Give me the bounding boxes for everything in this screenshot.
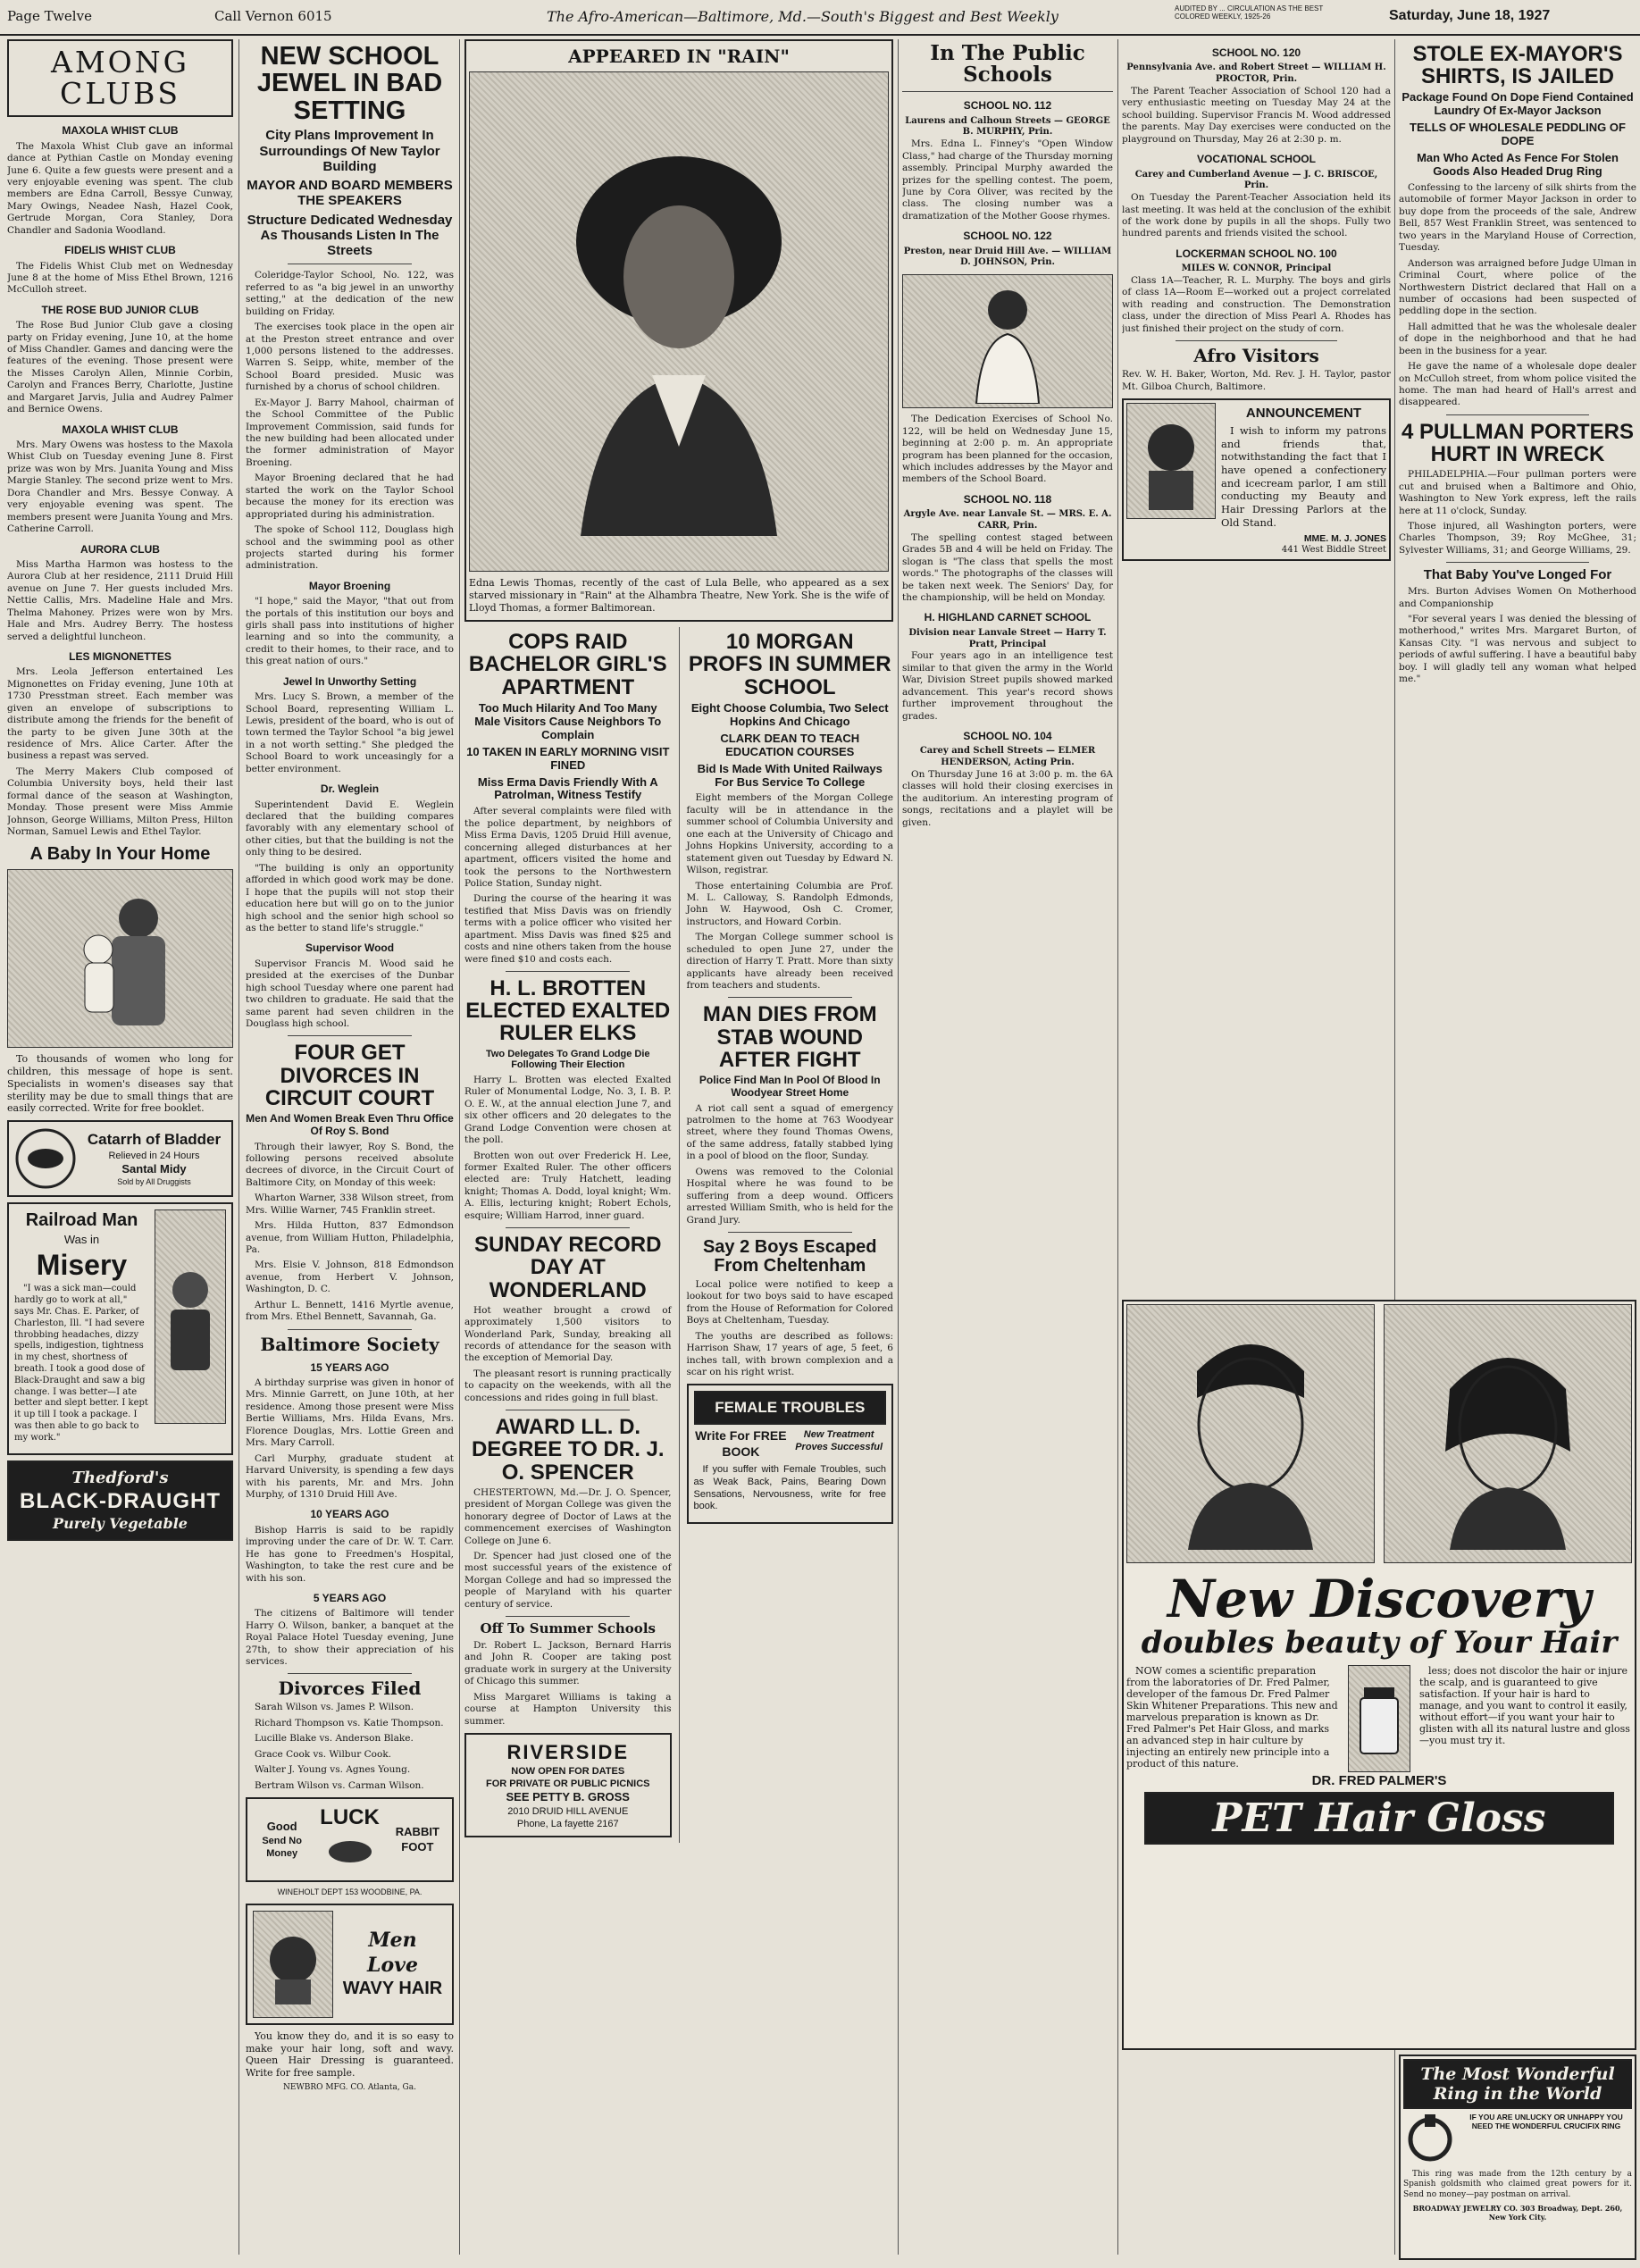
black-draught-ad [7, 1202, 233, 1454]
item-heading: SCHOOL NO. 112 [963, 99, 1052, 113]
railroad-title: Railroad Man [25, 1210, 138, 1231]
pet-name: DR. FRED PALMER'S [1311, 1773, 1447, 1789]
story-paragraph: Through their lawyer, Roy S. Bond, the following persons received absolute decrees of divorce, in the Circuit Court of Baltimore City, on Monday of this week: [246, 1141, 454, 1188]
column-school-jewel [246, 39, 454, 2268]
item-subheading: Preston, near Druid Hill Ave. — WILLIAM D. JOHNSON, Prin. [903, 246, 1112, 268]
riverside-line5: Phone, La fayette 2167 [516, 1818, 619, 1829]
item-heading: AURORA CLUB [80, 542, 160, 556]
railroad-big: Misery [36, 1249, 128, 1282]
story-paragraph: "The building is only an opportunity afforded in which good work may be done. I hope that the pupils will not stop their education here but will go on to the junior high school and the senior high school so as the better to stand life's struggle." [246, 862, 454, 933]
schools-list [902, 99, 1113, 829]
mother-child-illustration [54, 878, 188, 1039]
story-morgan [687, 792, 894, 992]
separator [728, 997, 852, 998]
item-text: On Tuesday the Parent-Teacher Association held its last meeting. It was held at the conclusion of the exhibit of the work done by pupils in all the shops. Fully two hundred parents and friends visited the school. [1122, 192, 1391, 239]
subhead-15-years: 15 YEARS AGO [310, 1360, 389, 1374]
separator [506, 1616, 630, 1617]
man-portrait-drawing [1126, 1304, 1375, 1563]
separator [728, 1232, 852, 1233]
rabbit-foot-icon [323, 1832, 377, 1871]
pet-brand: PET Hair Gloss [1144, 1792, 1614, 1845]
story-paragraph: Anderson was arraigned before Judge Ulman in Criminal Court, where police of the Northwestern District declared that Hall on a number of occasions had been suspected of peddling dope in the section. [1399, 257, 1636, 317]
item-heading: THE ROSE BUD JUNIOR CLUB [41, 303, 199, 316]
story-paragraph: Sarah Wilson vs. James P. Wilson. [255, 1702, 414, 1713]
story-paragraph: Mrs. Burton Advises Women On Motherhood and Companionship [1399, 586, 1636, 609]
club-items [7, 124, 233, 838]
headline-cheltenham: Say 2 Boys Escaped From Cheltenham [702, 1236, 877, 1276]
headline-baby: That Baby You've Longed For [1423, 567, 1612, 583]
item-subheading: Carey and Cumberland Avenue — J. C. BRISCOE, Prin. [1134, 169, 1378, 191]
deck-school-jewel: City Plans Improvement In Surroundings Of New Taylor Building [259, 128, 440, 174]
deck-erma-davis: Miss Erma Davis Friendly With A Patrolman, Witness Testify [477, 774, 658, 802]
ring-icon [1403, 2113, 1457, 2166]
story-paragraph: Wharton Warner, 338 Wilson street, from Mrs. Willie Warner, 745 Franklin street. [246, 1193, 454, 1216]
santal-note: Sold by All Druggists [117, 1176, 191, 1186]
woman-portrait-photo [545, 107, 813, 536]
luck-line: Send No Money [262, 1835, 302, 1859]
page-header [0, 0, 1640, 36]
story-cops-raid [464, 806, 672, 966]
girl-drawing [902, 274, 1113, 408]
story-wonderland [464, 1305, 672, 1405]
separator [288, 1035, 413, 1036]
phone-number: Call Vernon 6015 [214, 8, 332, 24]
baby-photo [7, 869, 233, 1048]
story-summer-schools [464, 1640, 672, 1728]
story-paragraph: He gave the name of a wholesale dope dealer on McCulloh street, from whom police visited the home. The man had heard of Hall's arrest and disappeared. [1399, 361, 1636, 408]
story-paragraph: Owens was removed to the Colonial Hospital where he was found to be suffering from a deep wound. Officers arrested William Smith, who is held for the Grand Jury. [686, 1166, 893, 1226]
item-heading: H. HIGHLAND CARNET SCHOOL [924, 611, 1092, 624]
riverside-line3: SEE PETTY B. GROSS [506, 1790, 630, 1804]
story-10-years [246, 1525, 454, 1585]
female-left: Write For FREE BOOK [695, 1428, 787, 1460]
item-heading: VOCATIONAL SCHOOL [1197, 153, 1316, 166]
deck-mayor-board: MAYOR AND BOARD MEMBERS THE SPEAKERS [247, 178, 453, 209]
photo-feature [464, 39, 893, 622]
deck-morgan: Eight Choose Columbia, Two Select Hopkins And Chicago [690, 700, 889, 728]
item-heading: LES MIGNONETTES [69, 649, 172, 663]
story-baby [1399, 586, 1636, 686]
headline-divorces-filed: Divorces Filed [278, 1678, 422, 1700]
ring-text: This ring was made from the 12th century by a Spanish goldsmith who claimed great powers for it. Send no money—pay postman on arrival. [1403, 2170, 1632, 2199]
item-heading: SCHOOL NO. 118 [963, 492, 1052, 506]
headline-school-jewel: NEW SCHOOL JEWEL IN BAD SETTING [256, 42, 443, 125]
story-paragraph: Lucille Blake vs. Anderson Blake. [255, 1733, 414, 1745]
subhead-5-years: 5 YEARS AGO [313, 1591, 387, 1604]
story-paragraph: During the course of the hearing it was testified that Miss Davis was on friendly terms with a police officer who visited her apartment. Miss Davis was fined $25 and costs and nine others taken from the house were fined $10 and costs each. [464, 893, 672, 965]
story-paragraph: Carl Murphy, graduate student at Harvard University, is spending a few days with his parents, Mr. and Mrs. John Murphy, of 1310 Druid Hill Ave. [246, 1452, 454, 1500]
woman-portrait-photo [1135, 412, 1207, 510]
column-center [464, 39, 893, 2268]
item-heading: SCHOOL NO. 122 [963, 230, 1052, 243]
wavy-hair-ad [246, 1904, 454, 2025]
man-portrait-illustration [163, 1263, 217, 1370]
column-rule [1117, 39, 1118, 2255]
story-paragraph: The citizens of Baltimore will tender Harry O. Wilson, banker, a banquet at the Royal Palace Hotel Tuesday evening, June 27th, to show their appreciation of his services. [246, 1608, 454, 1668]
ring-sub: IF YOU ARE UNLUCKY OR UNHAPPY YOU NEED THE WONDERFUL CRUCIFIX RING [1469, 2113, 1623, 2130]
item-subheading: MILES W. CONNOR, Principal [1181, 264, 1332, 274]
crucifix-ring-ad [1399, 2055, 1636, 2260]
wavy-hair-photo [253, 1911, 333, 2018]
section-title: AMONG CLUBS [51, 45, 189, 111]
baby-headline: A Baby In Your Home [29, 844, 211, 865]
story-paragraph: Ex-Mayor J. Barry Mahool, chairman of the School Committee of the Public Improvement Commission, said funds for the new building had been allocated under the former administration of Mayor Broening. [246, 397, 454, 468]
separator [288, 1329, 413, 1330]
separator [1446, 414, 1589, 415]
woman-portrait-illustration [1418, 1318, 1597, 1550]
hair-gloss-jar-icon [1357, 1678, 1402, 1759]
story-stab-wound [687, 1103, 894, 1226]
item-text: Mrs. Edna L. Finney's "Open Window Class," had charge of the Thursday morning assembly. Principal Murphy awarded the prizes for the spelling contest. The poem, June by Cora Oliver, was recited by the class. The closing number was a dramatization of the Mother Goose rhymes. [902, 138, 1113, 222]
story-paragraph: Mayor Broening declared that he had started the work on the Taylor School because the money for its erection was appropriated during his administration. [246, 473, 454, 520]
brand-bottom: Purely Vegetable [53, 1515, 188, 1533]
separator [506, 971, 630, 972]
story-paragraph: Bertram Wilson vs. Carman Wilson. [255, 1779, 424, 1791]
item-text: Miss Martha Harmon was hostess to the Aurora Club at her residence, 2111 Druid Hill avenue on June 7. Her guests included Mrs. Nettie Callis, Mrs. Madeline Hale and Mrs. Thelma Mahoney. Prizes were won by Mrs. Hale and Mrs. Audrey Berry. The hostess served a delightful luncheon. [7, 558, 233, 642]
subhead-jewel: Jewel In Unworthy Setting [282, 674, 417, 688]
story-paragraph: The youths are described as follows: Harrison Shaw, 17 years of age, 5 feet, 6 inches tall, with brown complexion and a scar on his right wrist. [686, 1330, 893, 1378]
item-text: Class 1A—Teacher, R. L. Murphy. The boys and girls of class 1A—Room E—worked out a project correlated with reading and construction. The Demonstration class, under the direction of Miss Pearl A. Rhodes has just finished their project on the study of corn. [1122, 275, 1391, 334]
story-15-years [246, 1377, 454, 1501]
subhead-mayor: Mayor Broening [308, 579, 391, 592]
column-clubs [7, 39, 233, 2268]
item-text: The Parent Teacher Association of School 120 had a very enthusiastic meeting on Tuesday May 24 at the school building. Supervisor Francis M. Wood addressed the parents. May Day exercises were conducted on the playground on Thursday, May 26 at 2:30 p. m. [1122, 85, 1391, 145]
separator [288, 1673, 413, 1674]
story-paragraph: Coleridge-Taylor School, No. 122, was referred to as "a big jewel in an unworthy setting," at the dedication of the new building on Friday. [246, 270, 454, 317]
headline-divorces: FOUR GET DIVORCES IN CIRCUIT COURT [264, 1041, 435, 1110]
story-paragraph: The spoke of School 112, Douglass high school and the swimming pool as other projects started during his former administration. [246, 524, 454, 572]
deck-dope: TELLS OF WHOLESALE PEDDLING OF DOPE [1410, 121, 1626, 148]
headline-brotten: H. L. BROTTEN ELECTED EXALTED RULER ELKS [465, 976, 671, 1046]
story-paragraph: Miss Margaret Williams is taking a course at Hampton University this summer. [464, 1691, 672, 1727]
wavy-text: You know they do, and it is so easy to make your hair long, soft and wavy. Queen Hair Dressing is guaranteed. Write for free sample. [246, 2029, 454, 2080]
story-paragraph: A riot call sent a squad of emergency patrolmen to the home at 763 Woodyear street, where they found Thomas Owens, of the same address, fatally stabbed lying in a pool of blood on the floor, Sunday. [686, 1102, 893, 1162]
headline-stab-wound: MAN DIES FROM STAB WOUND AFTER FIGHT [702, 1002, 877, 1072]
railroad-subtitle: Was in [63, 1232, 100, 1246]
announcement-address: 441 West Biddle Street [1281, 545, 1386, 555]
ring-footer: BROADWAY JEWELRY CO. 303 Broadway, Dept. 260, New York City. [1412, 2203, 1623, 2222]
riverside-ad [464, 1733, 672, 1837]
story-paragraph: "I hope," said the Mayor, "that out from the portals of this institution our boys and girls shall pass into institutions of higher learning and so into the community, a credit to their homes, to their race, and to this great nation of ours." [246, 596, 454, 667]
item-text: The Merry Makers Club composed of Columbia University boys, held their last formal dance of the season at Washington, Monday. Those present were Miss Ammie Johnson, George Williams, Milton Press, Hilton Norman, Samuel Lewis and Ethel Taylor. [7, 766, 233, 837]
story-jewel [246, 691, 454, 775]
deck-bus-service: Bid Is Made With United Railways For Bus Service To College [697, 761, 883, 789]
item-heading: SCHOOL NO. 104 [963, 730, 1052, 743]
deck-ex-mayor: Package Found On Dope Fiend Contained Laundry Of Ex-Mayor Jackson [1402, 90, 1634, 118]
divorces-list [246, 1702, 454, 1792]
afro-visitors-title: Afro Visitors [1193, 345, 1319, 367]
deck-fence: Man Who Acted As Fence For Stolen Goods Also Headed Drug Ring [1417, 151, 1619, 179]
center-left [464, 627, 672, 1843]
item-subheading: Pennsylvania Ave. and Robert Street — WILLIAM H. PROCTOR, Prin. [1126, 63, 1386, 85]
deck-10-taken: 10 TAKEN IN EARLY MORNING VISIT FINED [466, 744, 670, 772]
item-subheading: Laurens and Calhoun Streets — GEORGE B. MURPHY, Prin. [905, 115, 1110, 138]
railroad-text: "I was a sick man—could hardly go to work at all," says Mr. Chas. E. Parker, of Charleston, Ill. "I had severe throbbing headaches, dizzy spells, indigestion, tightness in my chest, shortness of breath. I took a good dose of Black-Draught and saw a big change. I was better—I ate better and slept better. I kept it up till I took a package. I was then able to go back to my work." [14, 1284, 148, 1443]
story-paragraph: Arthur L. Bennett, 1416 Myrtle avenue, from Mrs. Ethel Bennett, Savannah, Ga. [246, 1299, 454, 1323]
headline-wonderland: SUNDAY RECORD DAY AT WONDERLAND [474, 1233, 662, 1302]
female-title: FEMALE TROUBLES [694, 1391, 887, 1425]
lucky-rabbit-foot-ad [246, 1797, 454, 1882]
public-schools-title: In The Public Schools [930, 41, 1085, 88]
story-spencer [464, 1487, 672, 1611]
story-paragraph: The Morgan College summer school is scheduled to open June 27, under the direction of Harry T. Pratt. More than sixty applicants have already been received from teachers and students. [686, 932, 893, 991]
item-text: The spelling contest staged between Grades 5B and 4 will be held on Friday. The slogan is "The class that spells the most words." The photographs of the classes will be taken next week. The Seniors' Day, for the championship, will be held on Monday. [902, 531, 1113, 604]
issue-date: Saturday, June 18, 1927 [1389, 8, 1551, 23]
wavy-line2: Love [367, 1953, 418, 1977]
announcement-sign: MME. M. J. JONES [1303, 532, 1386, 544]
item-subheading: Carey and Schell Streets — ELMER HENDERSON, Acting Prin. [919, 746, 1096, 768]
santal-capsule-icon [14, 1127, 77, 1190]
story-paragraph: Confessing to the larceny of silk shirts from the automobile of former Mayor Jackson in order to buy dope from the proceeds of the sale, Andrew Bell, 857 West Franklin Street, was sentenced to two years in the Maryland House of Correction, Tuesday. [1399, 182, 1636, 254]
story-paragraph: PHILADELPHIA.—Four pullman porters were cut and bruised when a Baltimore and Ohio, Washington to New York express, left the rails here at 11 o'clock, Sunday. [1399, 469, 1636, 516]
wavy-footer: NEWBRO MFG. CO. Atlanta, Ga. [283, 2082, 416, 2092]
column-public-schools [902, 39, 1113, 2268]
brand-main: BLACK-DRAUGHT [20, 1488, 221, 1513]
female-text: If you suffer with Female Troubles, such as Weak Back, Pains, Bearing Down Sensations, Nervousness, write for free book. [693, 1464, 886, 1512]
story-mayor [246, 596, 454, 668]
separator [1176, 340, 1337, 341]
luck-big: LUCK [320, 1805, 380, 1830]
story-paragraph: Superintendent David E. Weglein declared that the building compares favorably with any elementary school of other cities, but that the building is not the only thing to be desired. [246, 799, 454, 858]
item-heading: SCHOOL NO. 120 [1211, 46, 1301, 59]
story-paragraph: "For several years I was denied the blessing of motherhood," writes Mrs. Margaret Burton, of Kansas City. "I was nervous and subject to periods of awful suffering. I have a beautiful baby boy. I will gladly tell any woman what helped me." [1399, 613, 1636, 685]
female-right: New Treatment Proves Successful [795, 1429, 883, 1453]
story-paragraph: Walter J. Young vs. Agnes Young. [255, 1764, 411, 1776]
story-paragraph: Dr. Robert L. Jackson, Bernard Harris and John R. Cooper are taking post graduate work in surgery at the University of Chicago this summer. [464, 1639, 672, 1687]
deck-stab-wound: Police Find Man In Pool Of Blood In Woodyear Street Home [699, 1074, 881, 1099]
story-paragraph: After several complaints were filed with the police department, by neighbors of Miss Erma Davis, 1205 Druid Hill avenue, concerning alleged disturbances at her apartment, officers visited the home and took the persons to the Northwestern Police Station, Sunday night. [464, 806, 672, 889]
story-paragraph: Dr. Spencer had just closed one of the most successful years of the existence of Morgan College and had so impressed the people of Maryland with his quarter century of service. [464, 1550, 672, 1610]
afro-visitors-text: Rev. W. H. Baker, Worton, Md. Rev. J. H. Taylor, pastor Mt. Gilboa Church, Baltimore. [1122, 369, 1391, 392]
riverside-title: RIVERSIDE [506, 1740, 630, 1763]
story-paragraph: Those injured, all Washington porters, were Charles Thompson, 39; Roy McGhee, 31; Sylvester Williams, 31; and George Williams, 29. [1399, 521, 1636, 556]
item-text: The Rose Bud Junior Club gave a closing party on Friday evening, June 10, at the home of Miss Chandler. Games and dancing were the features of the evening. Those present were the Misses Carolyn Allen, Minnie Corbin, Carolyn and Frances Berry, Charlotte, Justine and Margaret Jarvis, Julia and Audrey Palmer and Bernice Owens. [7, 320, 233, 415]
story-wood [246, 958, 454, 1031]
headline-society: Baltimore Society [260, 1333, 439, 1355]
page-number: Page Twelve [7, 8, 92, 24]
story-paragraph: Local police were notified to keep a lookout for two boys said to have escaped from the House of Reformation for Colored Boys at Cheltenham, Tuesday. [686, 1278, 893, 1326]
black-draught-brand [7, 1460, 233, 1541]
announcement-title: ANNOUNCEMENT [1245, 406, 1362, 422]
item-subheading: Argyle Ave. near Lanvale St. — MRS. E. A. CARR, Prin. [903, 509, 1112, 531]
story-paragraph: Grace Cook vs. Wilbur Cook. [255, 1748, 392, 1760]
ring-title: The Most Wonderful Ring in the World [1403, 2059, 1632, 2109]
deck-brotten: Two Delegates To Grand Lodge Die Following Their Election [485, 1048, 650, 1071]
man-portrait-illustration [1161, 1318, 1340, 1550]
column-rule [898, 39, 899, 2255]
story-paragraph: A birthday surprise was given in honor of Mrs. Minnie Garrett, on June 10th, at her residence. Among those present were Miss Bertie Williams, Mrs. Hilda Evans, Mrs. Florence Douglas, Mrs. Lottie Green and Mrs. Mary Carroll. [246, 1377, 454, 1449]
column-rule [679, 627, 680, 1843]
story-school-jewel [246, 270, 454, 573]
item-heading: MAXOLA WHIST CLUB [62, 124, 179, 138]
headline-summer-schools: Off To Summer Schools [480, 1620, 656, 1637]
story-paragraph: Bishop Harris is said to be rapidly improving under the care of Dr. W. T. Carr. He has gone to Freedmen's Hospital, Washington, to take the rest cure and be with his son. [246, 1524, 454, 1584]
headline-ex-mayor: STOLE EX-MAYOR'S SHIRTS, IS JAILED [1412, 42, 1623, 89]
story-paragraph: Mrs. Lucy S. Brown, a member of the School Board, representing William L. Lewis, president of the board, who is out of town termed the Taylor School "a big jewel in a not worth setting." She pledged the School Board to work unceasingly for a better environment. [246, 691, 454, 774]
wavy-big: WAVY HAIR [342, 1979, 443, 1999]
item-text: On Thursday June 16 at 3:00 p. m. the 6A classes will hold their closing exercises in the auditorium. An interesting program of songs, recitations and a playlet will be given. [902, 768, 1113, 828]
headline-cops-raid: COPS RAID BACHELOR GIRL'S APARTMENT [468, 630, 667, 699]
headline-morgan-profs: 10 MORGAN PROFS IN SUMMER SCHOOL [688, 630, 891, 699]
story-paragraph: CHESTERTOWN, Md.—Dr. J. O. Spencer, president of Morgan College was given the honorary degree of Doctor of Laws at the commencement exercises of Washington College on June 6. [464, 1486, 672, 1546]
woman-portrait-drawing [1384, 1304, 1632, 1563]
pet-hair-gloss-ad [1122, 1300, 1636, 2050]
luck-right: RABBIT FOOT [395, 1825, 439, 1854]
riverside-line1: NOW OPEN FOR DATES [511, 1766, 625, 1778]
pet-subheadline: doubles beauty of Your Hair [1141, 1624, 1618, 1661]
item-subheading: Division near Lanvale Street — Harry T. Pratt, Principal [908, 627, 1107, 649]
story-cheltenham [687, 1279, 894, 1379]
story-paragraph: Harry L. Brotten was elected Exalted Ruler of Monumental Lodge, No. 3, I. B. P. O. E. W., at the annual election June 7, and six other officers and 20 delegates to the Grand Lodge Convention were chosen at the poll. [464, 1074, 672, 1146]
deck-dedicated: Structure Dedicated Wednesday As Thousands Listen In The Streets [247, 212, 453, 259]
center-columns [464, 627, 893, 1843]
pet-text-left: NOW comes a scientific preparation from the laboratories of Dr. Fred Palmer, developer of the famous Dr. Fred Palmer Skin Whitener Preparations. This new and marvelous preparation is known as Dr. Fred Palmer's Pet Hair Gloss, and marks an advanced step in hair culture by injecting an entirely new principle into a product of this nature. [1126, 1665, 1338, 1770]
photo-caption: Edna Lewis Thomas, recently of the cast of Lula Belle, who appeared as a sex starved missionary in "Rain" at the Alhambra Theatre, New York. She is the wife of Lloyd Thomas, a former Baltimorean. [469, 577, 889, 614]
circulation-note: AUDITED BY ... CIRCULATION AS THE BEST COLORED WEEKLY, 1925-26 [1175, 4, 1324, 21]
item-text: Mrs. Leola Jefferson entertained Les Mignonettes on Friday evening, June 10th at 1730 Presstman street. Each member was given an envelope of subscriptions to distribute among the friends for the benefit of the party to be given June 30th at the residence of Mrs. Alice Carter. After the business a repast was served. [7, 666, 233, 762]
deck-cops-raid: Too Much Hilarity And Too Many Male Visitors Cause Neighbors To Complain [474, 700, 662, 741]
deck-divorces: Men And Women Break Even Thru Office Of Roy S. Bond [246, 1111, 454, 1137]
railroad-photo [155, 1209, 226, 1424]
story-weglein [246, 799, 454, 935]
brand-top: Thedford's [71, 1468, 169, 1487]
pet-text-right: less; does not discolor the hair or injure the scalp, and is guaranteed to give satisfaction. If your hair is hard to manage, and you want to control it easily, without effort—if you want your hair to glisten with all its natural lustre and gloss—you must try it. [1419, 1665, 1630, 1747]
story-pullman [1399, 469, 1636, 557]
story-paragraph: Eight members of the Morgan College faculty will be in attendance in the summer school of Columbia University and one each at the University of Chicago and Johns Hopkins University, according to a statement given out Tuesday by Edward N. Wilson, registrar. [686, 792, 893, 876]
item-text: The Fidelis Whist Club met on Wednesday June 8 at the home of Miss Ethel Brown, 1216 McCulloh street. [7, 260, 233, 296]
item-text: Mrs. Mary Owens was hostess to the Maxola Whist Club on Tuesday evening June 8. First prize was won by Mrs. Juanita Young and Miss Margie Stanley. The second prize went to Mrs. Dora Chandler and Mrs. Bessye Conway. A very enjoyable evening was spent. The members present were Juanita Young and Mrs. Catherine Carroll. [7, 439, 233, 535]
luck-left: Good [266, 1820, 297, 1834]
item-heading: FIDELIS WHIST CLUB [64, 244, 176, 257]
separator [506, 1227, 630, 1228]
center-right [687, 627, 894, 1843]
baby-ad-text: To thousands of women who long for children, this message of hope is sent. Specialists in women's diseases say that sterility may be due to small things that are easily corrected. Write for free booklet. [7, 1053, 233, 1115]
subhead-10-years: 10 YEARS AGO [310, 1508, 389, 1521]
among-clubs-banner [7, 39, 233, 117]
wavy-line1: Men [368, 1928, 417, 1952]
item-text: The Dedication Exercises of School No. 122, will be held on Wednesday June 15, beginning at 2:00 p. m. An appropriate program has been planned for the occasion, which includes addresses by the Mayor and members of the School Board. [902, 414, 1113, 485]
announcement-text: I wish to inform my patrons and friends that, notwithstanding the fact that I have opened a confectionery and icecream parlor, I am still conducting my Beauty and Hair Dressing Parlors at the Old Stand. [1221, 423, 1386, 529]
pet-headline: New Discovery [1167, 1569, 1591, 1629]
item-text: The Maxola Whist Club gave an informal dance at Pythian Castle on Monday evening June 6. Quite a few guests were present and a very enjoyable evening was spent. The club members are Edna Carroll, Bessye Cunway, Mary Owings, Neadee Nash, Hazel Cook, Gertrude Morgan, Cora Stanley, Dora Chandler and Sadonia Woodland. [7, 140, 233, 236]
item-heading: MAXOLA WHIST CLUB [62, 423, 179, 436]
column-rule [459, 39, 460, 2255]
subhead-wood: Supervisor Wood [305, 942, 395, 955]
riverside-line4: 2010 DRUID HILL AVENUE [507, 1805, 629, 1817]
schools-list-continued [1122, 46, 1391, 335]
edna-thomas-photo [469, 71, 889, 572]
photo-title: APPEARED IN "RAIN" [568, 46, 790, 67]
story-paragraph: Mrs. Hilda Hutton, 837 Edmondson avenue, from William Hutton, Philadelphia, Pa. [246, 1220, 454, 1256]
santal-sub: Relieved in 24 Hours [108, 1150, 200, 1161]
masthead: The Afro-American—Baltimore, Md.—South's Biggest and Best Weekly [547, 8, 1058, 25]
story-paragraph: Hall admitted that he was the wholesale dealer of dope in the neighborhood and that he had been in the business for a year. [1399, 321, 1636, 356]
riverside-line2: FOR PRIVATE OR PUBLIC PICNICS [485, 1778, 650, 1790]
item-heading: LOCKERMAN SCHOOL NO. 100 [1176, 247, 1337, 260]
headline-spencer: AWARD LL. D. DEGREE TO DR. J. O. SPENCER [471, 1415, 665, 1485]
separator [902, 91, 1113, 92]
separator [1446, 562, 1589, 563]
luck-footer: WINEHOLT DEPT 153 WOODBINE, PA. [277, 1887, 423, 1897]
deck-clark-dean: CLARK DEAN TO TEACH EDUCATION COURSES [720, 731, 860, 758]
pet-jar [1348, 1665, 1410, 1772]
story-brotten [464, 1075, 672, 1222]
story-paragraph: Hot weather brought a crowd of approximately 1,500 visitors to Wonderland Park, Sunday, breaking all records of attendance for the season with the exception of Memorial Day. [464, 1304, 672, 1364]
girl-illustration [954, 279, 1061, 404]
santal-brand: Santal Midy [121, 1162, 187, 1176]
story-paragraph: Brotten won out over Frederick H. Lee, former Exalted Ruler. The other officers elected are: Truly Hatchett, leading knight; Thomas A. Dodd, loyal knight; Wm. A. Ellis, lecturing knight; Robert Echols, esquire; William Harrod, inner guard. [464, 1150, 672, 1221]
story-paragraph: Supervisor Francis M. Wood said he presided at the exercises of the Dunbar high school Tuesday where one parent had two children to graduate. He said that the same parent had seven children in the Douglass high school. [246, 958, 454, 1029]
story-paragraph: Richard Thompson vs. Katie Thompson. [255, 1717, 444, 1728]
story-paragraph: The pleasant resort is running practically to capacity on the weekends, with all the concessions and rides going in full blast. [464, 1368, 672, 1403]
story-divorces [246, 1142, 454, 1324]
story-5-years [246, 1608, 454, 1668]
headline-pullman: 4 PULLMAN PORTERS HURT IN WRECK [1401, 419, 1634, 467]
story-paragraph: The exercises took place in the open air at the Preston street entrance and over 1,000 persons listened to the addresses. Warren S. Seipp, white, member of the School Board presided. Music was furnished by a chorus of school children. [246, 322, 454, 393]
item-text: Four years ago in an intelligence test similar to that given the army in the World War, Division Street pupils showed marked advancement. This year's record shows further improvement throughout the grades. [902, 650, 1113, 722]
story-ex-mayor [1399, 182, 1636, 409]
santal-midy-ad [7, 1120, 233, 1197]
woman-portrait-illustration [262, 1924, 324, 2004]
story-paragraph: Those entertaining Columbia are Prof. M. L. Calloway, S. Randolph Edmonds, John W. Haywood, Osh C. Cromer, instructors, and Howard Corbin. [686, 880, 893, 927]
subhead-weglein: Dr. Weglein [320, 783, 380, 796]
column-rule [238, 39, 239, 2255]
santal-title: Catarrh of Bladder [87, 1131, 222, 1149]
story-paragraph: Mrs. Elsie V. Johnson, 818 Edmondson avenue, from Herbert V. Johnson, Washington, D. C. [246, 1260, 454, 1295]
female-troubles-ad [687, 1384, 894, 1524]
announcement-ad [1122, 398, 1391, 561]
mme-jones-photo [1126, 403, 1216, 519]
